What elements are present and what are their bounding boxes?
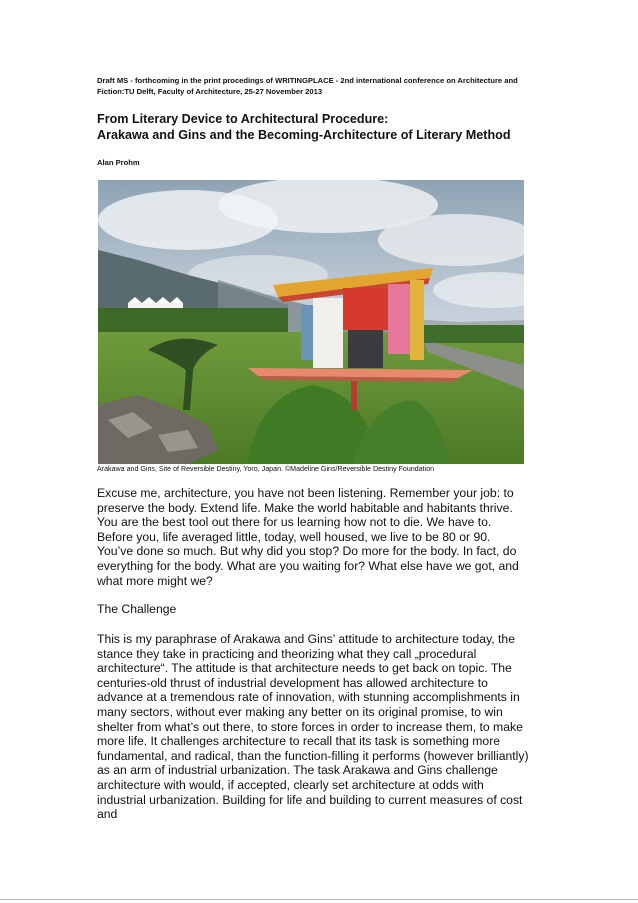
article-title [97, 112, 557, 143]
figure-caption: Arakawa and Gins, Site of Reversible Destiny, Yoro, Japan. ©Madeline Gins/Reversible Destiny Foundation [97, 465, 435, 473]
section-heading: The Challenge [97, 602, 177, 616]
title-line-1: From Literary Device to Architectural Procedure: [97, 112, 389, 126]
treeline-right [418, 325, 524, 343]
paragraph-2: This is my paraphrase of Arakawa and Gins’ attitude to architecture today, the stance they take in practicing and theorizing what they call „procedural architecture“. The attitude is that architecture needs to get back on topic. The centuries-old thrust of industrial development has allowed architecture to advance at a tremendous rate of innovation, with stunning accomplishments in many sectors, without ever making any better on its original promise, to win shelter from what’s out there, to store forces in order to increase them, to make more life. It challenges architecture to recall that its task is something more fundamental, and radical, than the function-filling it performs (however brilliantly) as an arm of industrial urbanization. The task Arakawa and Gins challenge architecture with would, if accepted, clearly set architecture at odds with industrial urbanization. Building for life and building to current measures of cost and [97, 632, 529, 822]
page-bottom-edge [0, 899, 638, 900]
wall-red [343, 288, 388, 330]
paragraph-1: Excuse me, architecture, you have not been listening. Remember your job: to preserve the body. Extend life. Make the world habitable and habitants thrive. You are the best tool out there for us learning how not to die. We have to. Before you, life averaged little, today, well housed, we live to be 80 or 90. You’ve done so much. But why did you stop? Do more for the body. In fact, do everything for the body. What are you waiting for? What else have we got, and what more might we? [97, 486, 519, 588]
wall-blue [301, 305, 313, 360]
title-line-2: Arakawa and Gins and the Becoming-Architecture of Literary Method [97, 127, 511, 142]
author-name: Alan Prohm [97, 158, 140, 167]
building-photo [98, 180, 524, 464]
wall-pink [388, 284, 410, 354]
wall-dark [348, 330, 383, 368]
wall-white [313, 298, 343, 368]
draft-note: Draft MS - forthcoming in the print procedings of WRITINGPLACE - 2nd international conference on Architecture and Fiction:TU Delft, Faculty of Architecture, 25-27 November 2013 [97, 76, 518, 96]
wall-yellow [410, 280, 424, 360]
